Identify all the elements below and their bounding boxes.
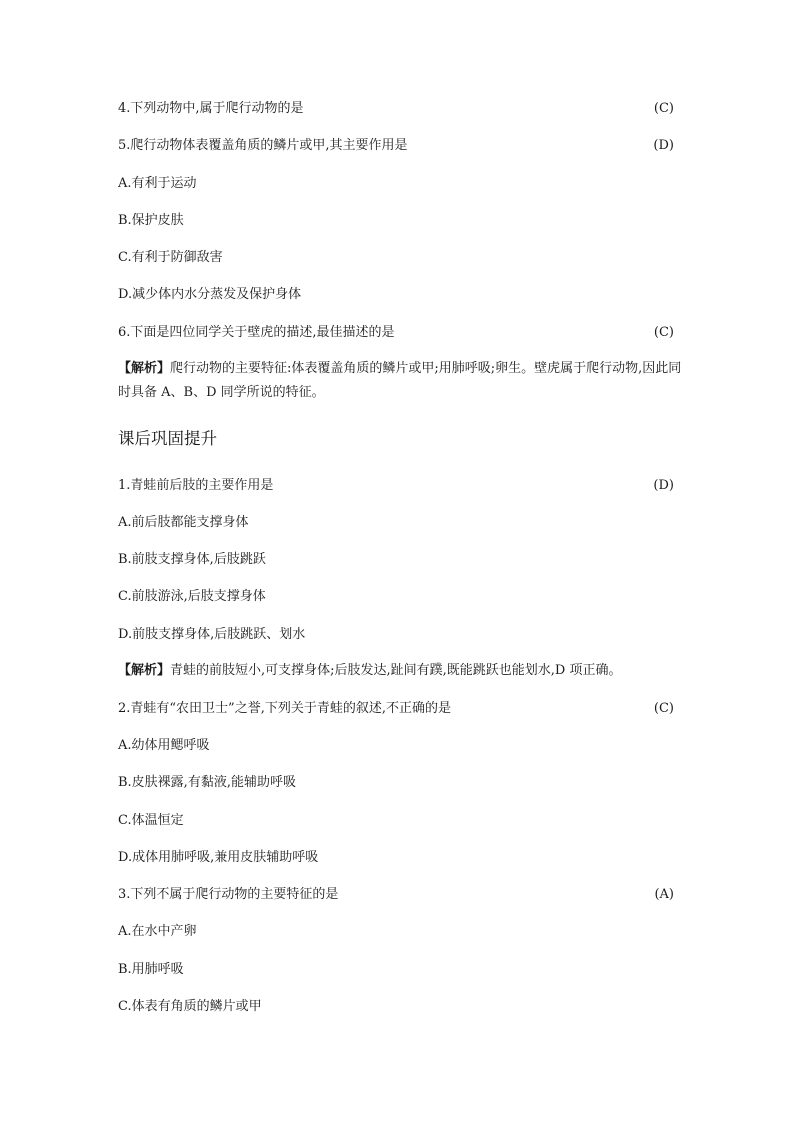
option-b: B.皮肤裸露,有黏液,能辅助呼吸 <box>118 775 296 790</box>
option-d: D.成体用肺呼吸,兼用皮肤辅助呼吸 <box>118 850 319 865</box>
option-c: C.体温恒定 <box>118 813 184 828</box>
option-c: C.前肢游泳,后肢支撑身体 <box>118 589 266 604</box>
analysis-text: 青蛙的前肢短小,可支撑身体;后肢发达,趾间有蹼,既能跳跃也能划水,D 项正确。 <box>170 663 622 678</box>
question-text: 5.爬行动物体表覆盖角质的鳞片或甲,其主要作用是 <box>118 138 408 153</box>
question-text: 3.下列不属于爬行动物的主要特征的是 <box>118 887 339 902</box>
option-b: B.保护皮肤 <box>118 213 184 228</box>
option-a: A.幼体用鳃呼吸 <box>118 738 210 753</box>
answer-label: (D) <box>653 478 674 493</box>
analysis-tag: 【解析】 <box>118 663 171 678</box>
option-a: A.前后肢都能支撑身体 <box>118 515 249 530</box>
section-title: 课后巩固提升 <box>118 429 217 448</box>
option-b: B.用肺呼吸 <box>118 962 184 977</box>
option-a: A.在水中产卵 <box>118 924 197 939</box>
option-d: D.减少体内水分蒸发及保护身体 <box>118 287 302 302</box>
option-b: B.前肢支撑身体,后肢跳跃 <box>118 552 266 567</box>
option-d: D.前肢支撑身体,后肢跳跃、划水 <box>118 627 306 642</box>
answer-label: (C) <box>653 701 674 716</box>
analysis-text: 爬行动物的主要特征:体表覆盖角质的鳞片或甲;用肺呼吸;卵生。壁虎属于爬行动物,因此同时具备 A、B、D 同学所说的特征。 <box>118 361 682 400</box>
option-c: C.体表有角质的鳞片或甲 <box>118 999 262 1014</box>
question-text: 1.青蛙前后肢的主要作用是 <box>118 478 274 493</box>
answer-label: (C) <box>653 325 674 340</box>
question-text: 2.青蛙有“农田卫士”之誉,下列关于青蛙的叙述,不正确的是 <box>118 701 451 716</box>
analysis-tag: 【解析】 <box>118 361 171 376</box>
question-text: 6.下面是四位同学关于壁虎的描述,最佳描述的是 <box>118 325 395 340</box>
option-a: A.有利于运动 <box>118 176 197 191</box>
analysis-block <box>118 357 682 405</box>
answer-label: (C) <box>653 101 674 116</box>
answer-label: (A) <box>654 887 674 902</box>
option-c: C.有利于防御敌害 <box>118 250 223 265</box>
analysis-block <box>118 659 682 683</box>
answer-label: (D) <box>653 138 674 153</box>
question-text: 4.下列动物中,属于爬行动物的是 <box>118 101 304 116</box>
